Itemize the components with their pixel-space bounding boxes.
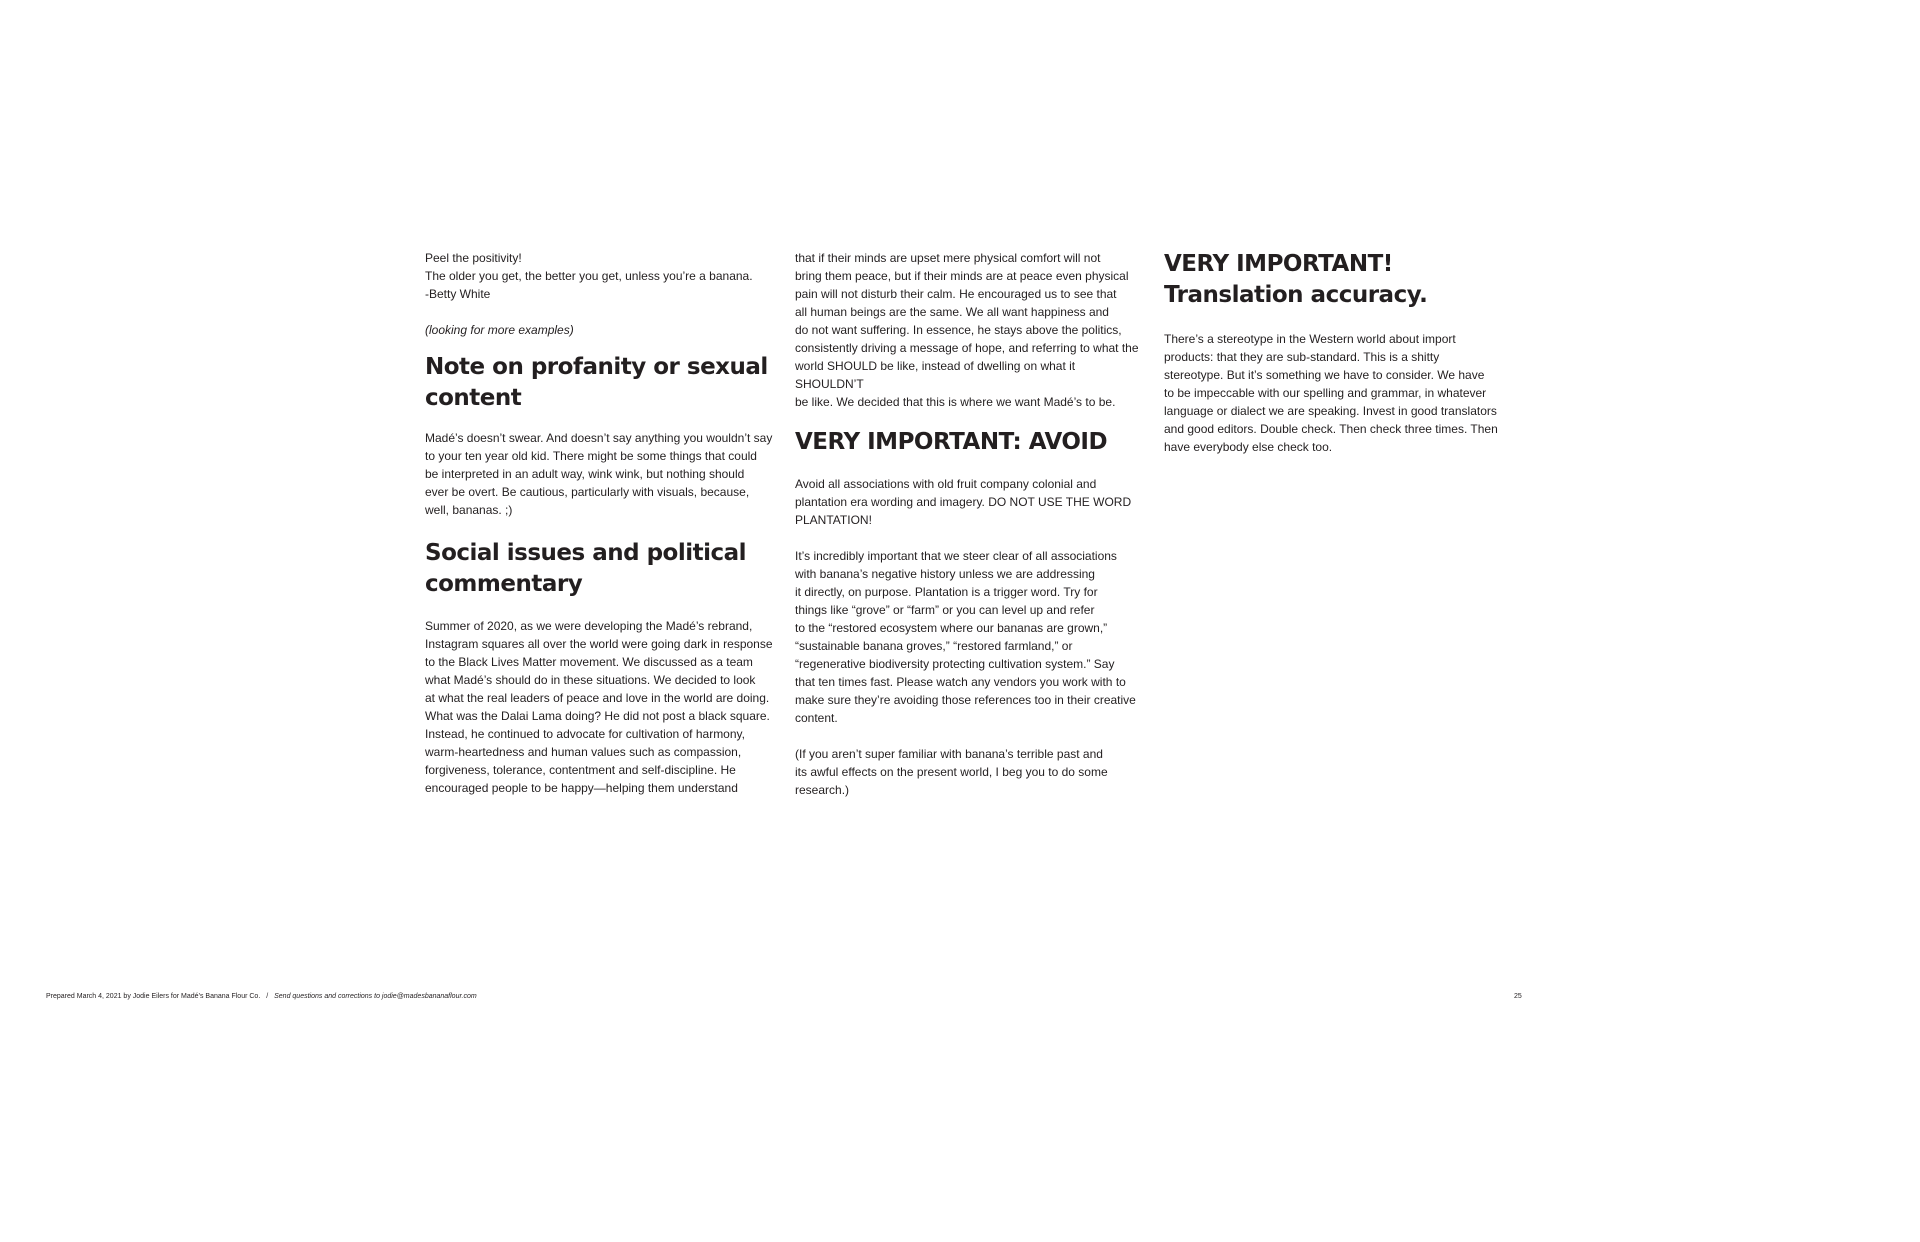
social-issues-heading: Social issues and political commentary bbox=[425, 540, 747, 597]
page-footer bbox=[46, 992, 477, 1002]
avoid-heading: VERY IMPORTANT: AVOID bbox=[795, 429, 1108, 455]
spacer bbox=[795, 727, 1145, 745]
avoid-paragraph-3: (If you aren’t super familiar with banana’s terrible past and its awful effects on the present world, I beg you to do some research.) bbox=[795, 747, 1108, 797]
profanity-body: Madé’s doesn’t swear. And doesn’t say anything you wouldn’t say to your ten year old kid. There might be some things that could be interpreted in an adult way, wink wink, but nothing should ever be overt. Be cautious, particularly with visuals, because, well, bananas. ;) bbox=[425, 431, 773, 517]
translation-heading: VERY IMPORTANT! Translation accuracy. bbox=[1164, 251, 1428, 308]
spacer bbox=[795, 529, 1145, 547]
footer-prepared: Prepared March 4, 2021 by Jodie Eilers for Madé’s Banana Flour Co. bbox=[46, 993, 261, 1000]
spacer bbox=[425, 303, 775, 321]
profanity-heading: Note on profanity or sexual content bbox=[425, 354, 768, 411]
page-number: 25 bbox=[1514, 993, 1522, 1000]
column-middle bbox=[795, 249, 1145, 799]
column-right bbox=[1164, 249, 1504, 456]
quote-attribution: -Betty White bbox=[425, 287, 491, 301]
footer-separator: / bbox=[266, 993, 269, 1000]
translation-body: There’s a stereotype in the Western world about import products: that they are sub-standard. This is a shitty stereotype. But it’s something we have to consider. We have to be impeccable with our spelling and grammar, in whatever language or dialect we are speaking. Invest in good translators and good editors. Double check. Then check three times. Then have everybody else check too. bbox=[1164, 332, 1498, 454]
column-left bbox=[425, 249, 775, 797]
examples-note: (looking for more examples) bbox=[425, 323, 574, 337]
social-issues-body-continued: that if their minds are upset mere physical comfort will not bring them peace, but if their minds are at peace even physical pain will not disturb their calm. He encouraged us to see that all human beings are the same. We all want happiness and do not want suffering. In essence, he stays above the politics, consistently driving a message of hope, and referring to what the world SHOULD be like, instead of dwelling on what it SHOULDN’T be like. We decided that this is where we want Madé’s to be. bbox=[795, 251, 1139, 409]
avoid-paragraph-1: Avoid all associations with old fruit company colonial and plantation era wording and imagery. DO NOT USE THE WORD PLANTATION! bbox=[795, 477, 1132, 527]
footer-contact: Send questions and corrections to jodie@madesbananaflour.com bbox=[274, 993, 477, 1000]
social-issues-body: Summer of 2020, as we were developing the Madé’s rebrand, Instagram squares all over the world were going dark in response to the Black Lives Matter movement. We discussed as a team what Madé’s should do in these situations. We decided to look at what the real leaders of peace and love in the world are doing. What was the Dalai Lama doing? He did not post a black square. Instead, he continued to advocate for cultivation of harmony, warm-heartedness and human values such as compassion, forgiveness, tolerance, contentment and self-discipline. He encouraged people to be happy—helping them understand bbox=[425, 619, 773, 795]
quote-line-2: The older you get, the better you get, unless you’re a banana. bbox=[425, 269, 753, 283]
quote-line-1: Peel the positivity! bbox=[425, 251, 522, 265]
avoid-paragraph-2: It’s incredibly important that we steer clear of all associations with banana’s negative history unless we are addressing it directly, on purpose. Plantation is a trigger word. Try for things like “grove” or “farm” or you can level up and refer to the “restored ecosystem where our bananas are grown,” “sustainable banana groves,” “restored farmland,” or “regenerative biodiversity protecting cultivation system.” Say that ten times fast. Please watch any vendors you work with to make sure they’re avoiding those references too in their creative content. bbox=[795, 549, 1136, 725]
